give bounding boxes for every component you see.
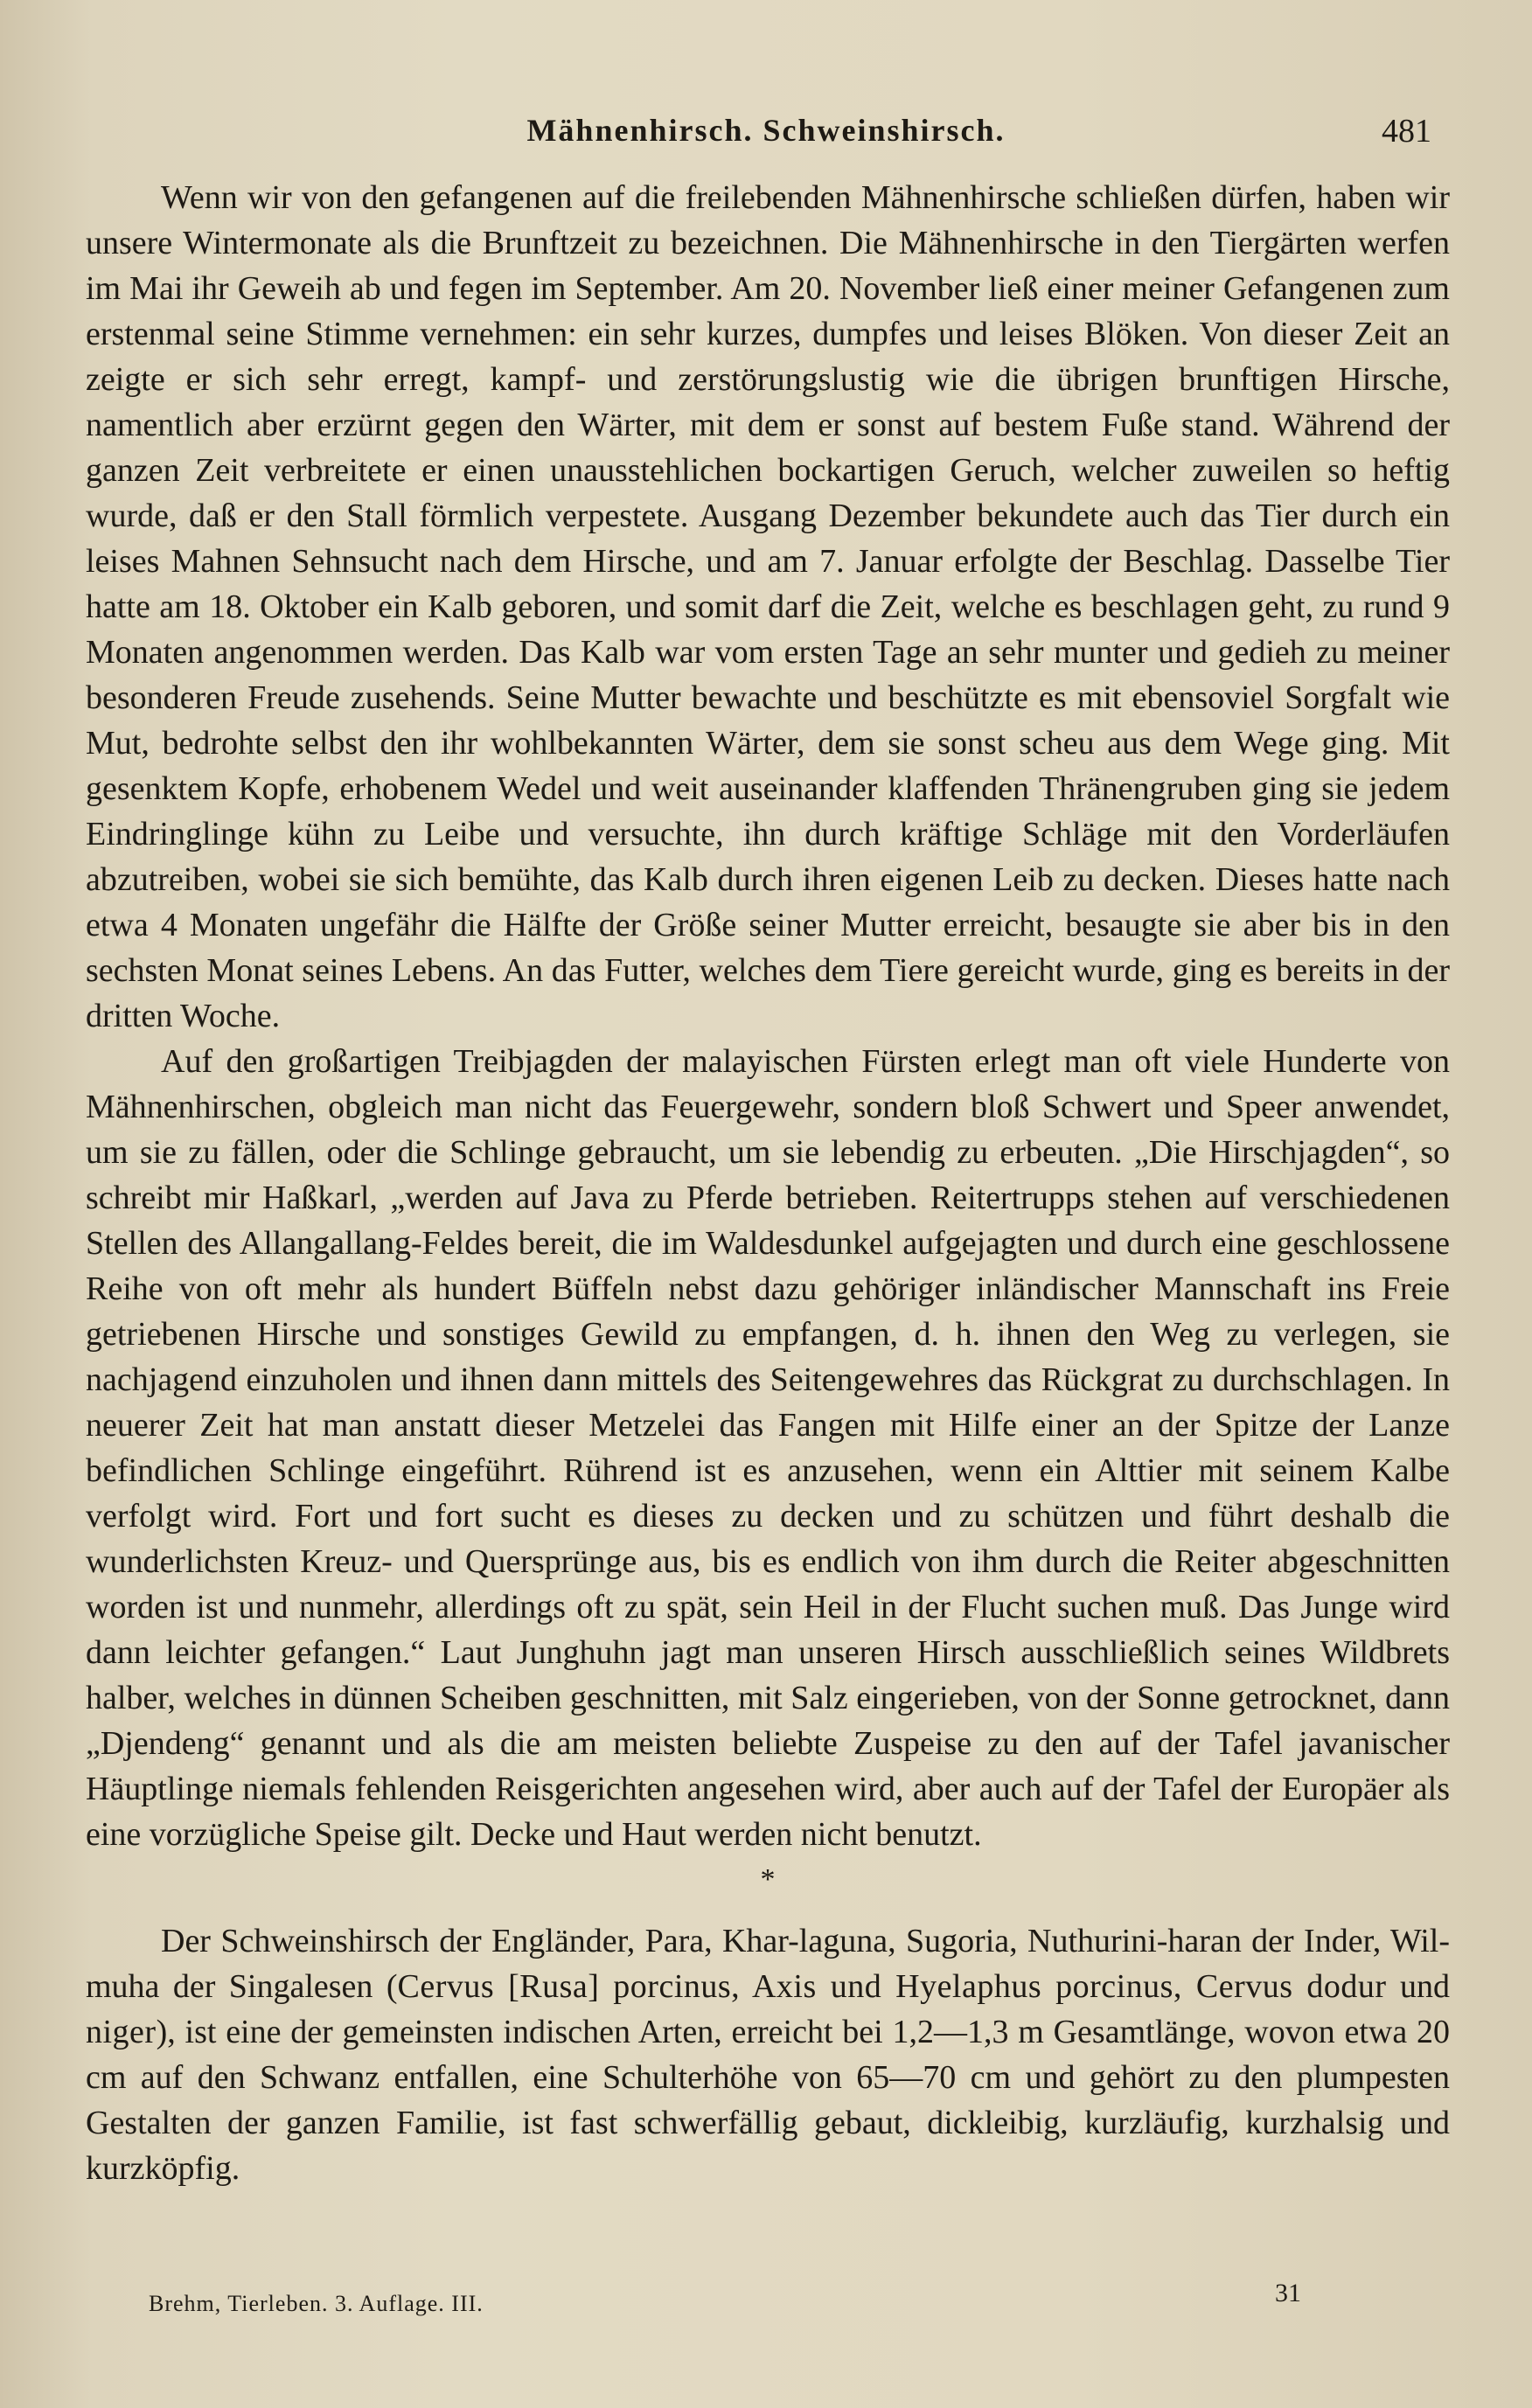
body-text [86,175,1450,2191]
page-title: Mähnenhirsch. Schweinshirsch. [526,113,1006,148]
page-number: 481 [1382,113,1431,150]
page-footer [0,2279,1532,2343]
paragraph-text: Der Schweinshirsch der Engländer, Para, Khar-laguna, Sugoria, Nuthurini-haran der Inder, Wil-muha der Singalesen ( [86,1923,1450,2005]
footer-citation: Brehm, Tierleben. 3. Auflage. III. [149,2291,484,2316]
paragraph: Auf den großartigen Treibjagden der malayischen Fürsten erlegt man oft viele Hunderte von Mähnenhirschen, obgleich man nicht das Feuergewehr, sondern bloß Schwert und Speer anwendet, um sie zu fällen, oder die Schlinge gebraucht, um sie lebendig zu erbeuten. „Die Hirschjagden“, so schreibt mir Haßkarl, „werden auf Java zu Pferde betrieben. Reitertrupps stehen auf verschiedenen Stellen des Allangallang-Feldes bereit, die im Waldesdunkel aufgejagten und durch eine geschlossene Reihe von oft mehr als hundert Büffeln nebst dazu gehöriger inländischer Mannschaft ins Freie getriebenen Hirsche und sonstiges Gewild zu empfangen, d. h. ihnen den Weg zu verlegen, sie nachjagend einzuholen und ihnen dann mittels des Seitengewehres das Rückgrat zu durchschlagen. In neuerer Zeit hat man anstatt dieser Metzelei das Fangen mit Hilfe einer an der Spitze der Lanze befindlichen Schlinge eingeführt. Rührend ist es anzusehen, wenn ein Alttier mit seinem Kalbe verfolgt wird. Fort und fort sucht es dieses zu decken und zu schützen und führt deshalb die wunderlichsten Kreuz- und Quersprünge aus, bis es endlich von ihm durch die Reiter abgeschnitten worden ist und nunmehr, allerdings oft zu spät, sein Heil in der Flucht suchen muß. Das Junge wird dann leichter gefangen.“ Laut Junghuhn jagt man unseren Hirsch ausschließlich seines Wildbrets halber, welches in dünnen Scheiben geschnitten, mit Salz eingerieben, von der Sonne getrocknet, dann „Djendeng“ genannt und als die am meisten beliebte Zuspeise zu den auf der Tafel javanischer Häuptlinge niemals fehlenden Reisgerichten angesehen wird, aber auch auf der Tafel der Europäer als eine vorzügliche Speise gilt. Decke und Haut werden nicht benutzt. [86,1043,1450,1853]
paragraph-text: und [1386,1968,1451,2005]
latin-name: niger [86,2014,157,2050]
paragraph: Wenn wir von den gefangenen auf die freilebenden Mähnenhirsche schließen dürfen, haben wir unsere Wintermonate als die Brunftzeit zu bezeichnen. Die Mähnenhirsche in den Tiergärten werfen im Mai ihr Geweih ab und fegen im September. Am 20. November ließ einer meiner Gefangenen zum erstenmal seine Stimme vernehmen: ein sehr kurzes, dumpfes und leises Blöken. Von dieser Zeit an zeigte er sich sehr erregt, kampf- und zerstörungslustig wie die übrigen brunftigen Hirsche, namentlich aber erzürnt gegen den Wärter, mit dem er sonst auf bestem Fuße stand. Während der ganzen Zeit verbreitete er einen unausstehlichen bockartigen Geruch, welcher zuweilen so heftig wurde, daß er den Stall förmlich verpestete. Ausgang Dezember bekundete auch das Tier durch ein leises Mahnen Sehnsucht nach dem Hirsche, und am 7. Januar erfolgte der Beschlag. Dasselbe Tier hatte am 18. Oktober ein Kalb geboren, und somit darf die Zeit, welche es beschlagen geht, zu rund 9 Monaten angenommen werden. Das Kalb war vom ersten Tage an sehr munter und gedieh zu meiner besonderen Freude zusehends. Seine Mutter bewachte und beschützte es mit ebensoviel Sorgfalt wie Mut, bedrohte selbst den ihr wohlbekannten Wärter, dem sie sonst scheu aus dem Wege ging. Mit gesenktem Kopfe, erhobenem Wedel und weit auseinander klaffenden Thränengruben ging sie jedem Eindringlinge kühn zu Leibe und versuchte, ihn durch kräftige Schläge mit den Vorderläufen abzutreiben, wobei sie sich bemühte, das Kalb durch ihren eigenen Leib zu decken. Dieses hatte nach etwa 4 Monaten ungefähr die Hälfte der Größe seiner Mutter erreicht, besaugte sie aber bis in den sechsten Monat seines Lebens. An das Futter, welches dem Tiere gereicht wurde, ging es bereits in der dritten Woche. [86,179,1450,1034]
paragraph-text: ), ist eine der gemeinsten indischen Arten, erreicht bei 1,2—1,3 m Gesamtlänge, wovon etwa 20 cm auf den Schwanz entfallen, eine Schulterhöhe von 65—70 cm und gehört zu den plumpesten Gestalten der ganzen Familie, ist fast schwerfällig gebaut, dickleibig, kurzläufig, kurzhalsig und kurzköpfig. [86,2014,1450,2187]
signature-mark: 31 [1275,2279,1301,2307]
paragraph [86,1918,1450,2191]
section-separator: * [760,1863,776,1896]
latin-name: Cervus [Rusa] porcinus, Axis und Hyelaphus porcinus, Cervus dodur [397,1968,1387,2005]
running-head [0,112,1532,164]
